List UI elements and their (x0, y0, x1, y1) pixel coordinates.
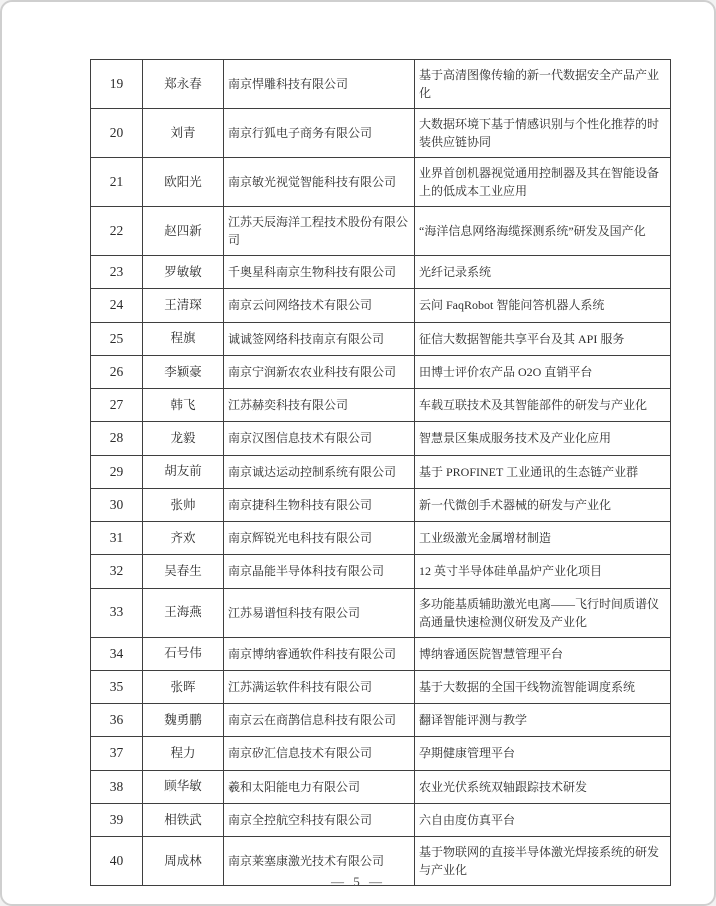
company-name: 南京全控航空科技有限公司 (224, 803, 415, 836)
table-row (91, 355, 671, 388)
project-title: 孕期健康管理平台 (415, 737, 671, 770)
row-number: 33 (91, 588, 143, 637)
page-number: — 5 — (331, 874, 385, 889)
row-number: 27 (91, 389, 143, 422)
person-name: 王海燕 (143, 588, 224, 637)
project-title: 智慧景区集成服务技术及产业化应用 (415, 422, 671, 455)
person-name: 欧阳光 (143, 158, 224, 207)
table-row (91, 737, 671, 770)
row-number: 20 (91, 109, 143, 158)
row-number: 31 (91, 522, 143, 555)
table-row (91, 637, 671, 670)
project-title: 光纤记录系统 (415, 256, 671, 289)
row-number: 29 (91, 455, 143, 488)
table-row (91, 670, 671, 703)
row-number: 40 (91, 837, 143, 886)
company-name: 南京晶能半导体科技有限公司 (224, 555, 415, 588)
person-name: 胡友前 (143, 455, 224, 488)
row-number: 30 (91, 488, 143, 521)
table-row (91, 322, 671, 355)
table-row (91, 522, 671, 555)
project-title: 征信大数据智能共享平台及其 API 服务 (415, 322, 671, 355)
row-number: 22 (91, 207, 143, 256)
row-number: 19 (91, 60, 143, 109)
company-name: 江苏赫奕科技有限公司 (224, 389, 415, 422)
table-row (91, 60, 671, 109)
company-name: 江苏天辰海洋工程技术股份有限公司 (224, 207, 415, 256)
row-number: 37 (91, 737, 143, 770)
row-number: 39 (91, 803, 143, 836)
row-number: 26 (91, 355, 143, 388)
table-row (91, 158, 671, 207)
row-number: 34 (91, 637, 143, 670)
talent-table-container (90, 59, 660, 886)
company-name: 南京敏光视觉智能科技有限公司 (224, 158, 415, 207)
person-name: 罗敏敏 (143, 256, 224, 289)
table-row (91, 488, 671, 521)
company-name: 南京博纳睿通软件科技有限公司 (224, 637, 415, 670)
table-row (91, 555, 671, 588)
person-name: 石号伟 (143, 637, 224, 670)
person-name: 张帅 (143, 488, 224, 521)
person-name: 齐欢 (143, 522, 224, 555)
project-title: 农业光伏系统双轴跟踪技术研发 (415, 770, 671, 803)
company-name: 南京汉图信息技术有限公司 (224, 422, 415, 455)
company-name: 南京辉锐光电科技有限公司 (224, 522, 415, 555)
project-title: 多功能基质辅助激光电离——飞行时间质谱仪高通量快速检测仪研发及产业化 (415, 588, 671, 637)
company-name: 南京云在商鹊信息科技有限公司 (224, 704, 415, 737)
company-name: 南京云问网络技术有限公司 (224, 289, 415, 322)
company-name: 南京悍雕科技有限公司 (224, 60, 415, 109)
person-name: 顾华敏 (143, 770, 224, 803)
project-title: 大数据环境下基于情感识别与个性化推荐的时装供应链协同 (415, 109, 671, 158)
row-number: 23 (91, 256, 143, 289)
row-number: 24 (91, 289, 143, 322)
company-name: 南京莱塞康激光技术有限公司 (224, 837, 415, 886)
table-row (91, 207, 671, 256)
company-name: 南京矽汇信息技术有限公司 (224, 737, 415, 770)
project-title: “海洋信息网络海缆探测系统”研发及国产化 (415, 207, 671, 256)
project-title: 六自由度仿真平台 (415, 803, 671, 836)
company-name: 南京诚达运动控制系统有限公司 (224, 455, 415, 488)
person-name: 刘青 (143, 109, 224, 158)
project-title: 12 英寸半导体硅单晶炉产业化项目 (415, 555, 671, 588)
row-number: 36 (91, 704, 143, 737)
person-name: 郑永春 (143, 60, 224, 109)
row-number: 35 (91, 670, 143, 703)
table-row (91, 770, 671, 803)
project-title: 车载互联技术及其智能部件的研发与产业化 (415, 389, 671, 422)
project-title: 工业级激光金属增材制造 (415, 522, 671, 555)
person-name: 相铁武 (143, 803, 224, 836)
table-row (91, 803, 671, 836)
company-name: 诚诚签网络科技南京有限公司 (224, 322, 415, 355)
project-title: 田博士评价农产品 O2O 直销平台 (415, 355, 671, 388)
company-name: 千奥星科南京生物科技有限公司 (224, 256, 415, 289)
project-title: 基于物联网的直接半导体激光焊接系统的研发与产业化 (415, 837, 671, 886)
person-name: 韩飞 (143, 389, 224, 422)
table-row (91, 389, 671, 422)
row-number: 21 (91, 158, 143, 207)
talent-table-body (91, 60, 671, 886)
project-title: 基于大数据的全国干线物流智能调度系统 (415, 670, 671, 703)
person-name: 龙毅 (143, 422, 224, 455)
project-title: 业界首创机器视觉通用控制器及其在智能设备上的低成本工业应用 (415, 158, 671, 207)
project-title: 翻译智能评测与教学 (415, 704, 671, 737)
person-name: 李颖豪 (143, 355, 224, 388)
table-row (91, 289, 671, 322)
company-name: 江苏满运软件科技有限公司 (224, 670, 415, 703)
person-name: 赵四新 (143, 207, 224, 256)
table-row (91, 256, 671, 289)
row-number: 25 (91, 322, 143, 355)
row-number: 38 (91, 770, 143, 803)
company-name: 南京捷科生物科技有限公司 (224, 488, 415, 521)
project-title: 基于高清图像传输的新一代数据安全产品产业化 (415, 60, 671, 109)
row-number: 32 (91, 555, 143, 588)
project-title: 云问 FaqRobot 智能问答机器人系统 (415, 289, 671, 322)
project-title: 新一代微创手术器械的研发与产业化 (415, 488, 671, 521)
table-row (91, 455, 671, 488)
company-name: 江苏易谱恒科技有限公司 (224, 588, 415, 637)
person-name: 吴春生 (143, 555, 224, 588)
table-row (91, 704, 671, 737)
row-number: 28 (91, 422, 143, 455)
table-row (91, 422, 671, 455)
person-name: 周成林 (143, 837, 224, 886)
company-name: 南京宁润新农农业科技有限公司 (224, 355, 415, 388)
talent-table (90, 59, 671, 886)
person-name: 张晖 (143, 670, 224, 703)
company-name: 南京行狐电子商务有限公司 (224, 109, 415, 158)
project-title: 基于 PROFINET 工业通讯的生态链产业群 (415, 455, 671, 488)
person-name: 程旗 (143, 322, 224, 355)
project-title: 博纳睿通医院智慧管理平台 (415, 637, 671, 670)
person-name: 程力 (143, 737, 224, 770)
person-name: 魏勇鹏 (143, 704, 224, 737)
company-name: 羲和太阳能电力有限公司 (224, 770, 415, 803)
table-row (91, 588, 671, 637)
table-row (91, 109, 671, 158)
person-name: 王清琛 (143, 289, 224, 322)
